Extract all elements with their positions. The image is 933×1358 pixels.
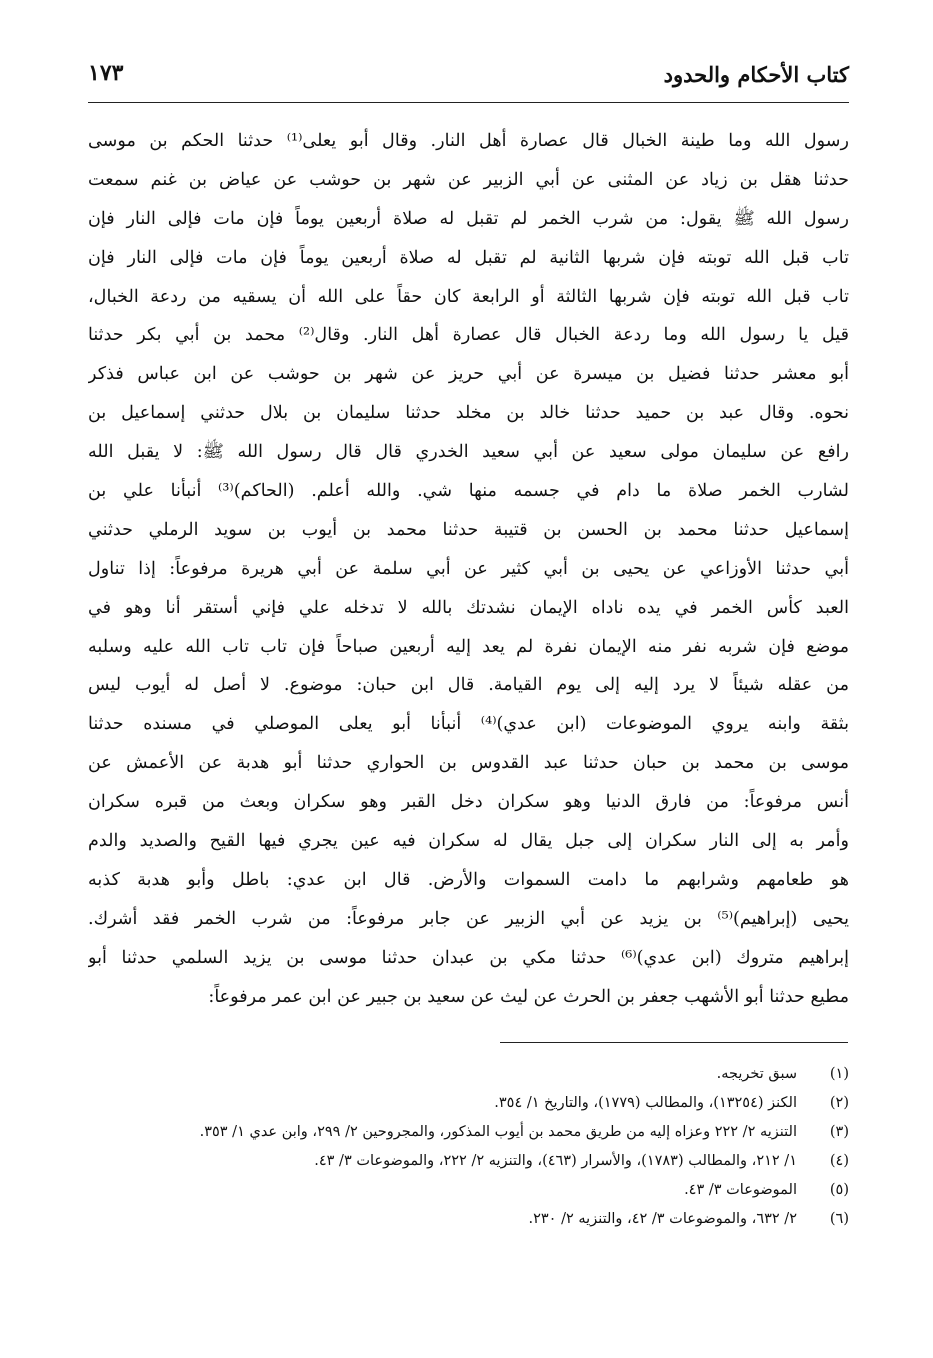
footnote-item <box>88 1089 849 1118</box>
footnote-number: (٥) <box>829 1182 849 1198</box>
page-header <box>88 56 849 96</box>
footnote-text: الكنز (١٣٢٥٤)، والمطالب (١٧٧٩)، والتاريخ ١/ ٣٥٤. <box>494 1095 797 1111</box>
footnote-number: (١) <box>829 1066 849 1082</box>
footnotes <box>88 1060 849 1234</box>
page-number: ١٧٣ <box>88 60 124 86</box>
text-line: رسول الله وما طينة الخبال قال عصارة أهل النار. وقال أبو يعلى⁽¹⁾ حدثنا الحكم بن موسى <box>88 131 849 151</box>
text-line: مطيع حدثنا أبو الأشهب جعفر بن الحرث عن ليث عن سعيد بن جبير عن ابن عمر مرفوعاً: <box>208 986 849 1007</box>
footnote-text: سبق تخريجه. <box>716 1066 797 1082</box>
footnote-item <box>88 1205 849 1234</box>
text-line: لشارب الخمر صلاة ما دام في جسمه منها شي. والله أعلم. (الحاكم)⁽³⁾ أنبأنا علي بن <box>88 481 849 502</box>
text-line: حدثنا هقل بن زياد عن المثنى عن أبي الزبير عن شهر بن حوشب عن عياض بن غنم سمعت <box>88 169 849 190</box>
footnote-item <box>88 1060 849 1089</box>
footnote-divider <box>500 1042 848 1043</box>
footnote-text: التنزيه ٢/ ٢٢٢ وعزاه إليه من طريق محمد بن أيوب المذكور، والمجروحين ٢/ ٢٩٩، وابن عدي ١/ ٣٥٣. <box>199 1124 797 1140</box>
main-text <box>88 122 849 1016</box>
text-line: بثقة وابنه يروي الموضوعات (ابن عدي)⁽⁴⁾ أنبأنا أبو يعلى الموصلي في مسنده حدثنا <box>88 714 849 735</box>
footnote-item <box>88 1147 849 1176</box>
footnote-number: (٣) <box>829 1124 849 1140</box>
text-line: من عقله شيئاً لا يرد إليه إلى يوم القيامة. قال ابن حبان: موضوع. لا أصل له أيوب ليس <box>88 675 849 696</box>
chapter-title: كتاب الأحكام والحدود <box>663 62 849 87</box>
footnote-number: (٦) <box>829 1211 849 1227</box>
text-line: موضع فإن شربه نفر منه الإيمان نفرة لم يعد إليه أربعين صباحاً فإن تاب تاب الله عليه وسلبه <box>88 636 849 657</box>
text-line: إسماعيل حدثنا محمد بن الحسن بن قتيبة حدثنا محمد بن أيوب بن سويد الرملي حدثني <box>88 519 849 540</box>
footnote-text: ٢/ ٦٣٢، والموضوعات ٣/ ٤٢، والتنزيه ٢/ ٢٣٠. <box>528 1211 797 1227</box>
text-line: هو طعامهم وشرابهم ما دامت السموات والأرض. قال ابن عدي: باطل وأبو هدبة كذبه <box>88 869 849 890</box>
footnote-text: الموضوعات ٣/ ٤٣. <box>684 1182 797 1198</box>
footnote-item <box>88 1176 849 1205</box>
text-line: قيل يا رسول الله وما ردعة الخبال قال عصارة أهل النار. وقال⁽²⁾ محمد بن أبي بكر حدثنا <box>88 325 849 346</box>
text-line: رافع عن سليمان مولى سعيد عن أبي سعيد الخدري قال قال رسول الله ﷺ: لا يقبل الله <box>88 442 849 463</box>
text-line: أبي حدثنا الأوزاعي عن يحيى بن أبي كثير عن أبي سلمة عن أبي هريرة مرفوعاً: إذا تناول <box>88 558 849 579</box>
text-line: نحوه. وقال عبد بن حميد حدثنا خالد بن مخلد حدثنا سليمان بن بلال حدثني إسماعيل بن <box>88 403 849 424</box>
text-line: أبو معشر حدثنا فضيل بن ميسرة عن أبي حريز عن شهر بن حوشب عن ابن عباس فذكر <box>88 364 849 385</box>
text-line: العبد كأس الخمر في يده ناداه الإيمان نشدتك بالله لا تدخله علي فإني أستقر أنا وهو في <box>88 597 849 618</box>
header-divider <box>88 102 849 103</box>
text-line: موسى بن محمد بن حبان حدثنا عبد القدوس بن الحواري حدثنا أبو هدبة عن الأعمش عن <box>88 753 849 774</box>
text-line: وأمر به إلى النار سكران إلى جبل يقال له سكران فيه عين يجري فيها القيح والصديد والدم <box>88 831 849 852</box>
footnote-number: (٢) <box>829 1095 849 1111</box>
text-line: إبراهيم متروك (ابن عدي)⁽⁶⁾ حدثنا مكي بن عبدان حدثنا موسى بن يزيد السلمي حدثنا أبو <box>88 947 849 968</box>
footnote-text: ١/ ٢١٢، والمطالب (١٧٨٣)، والأسرار (٤٦٣)، والتنزيه ٢/ ٢٢٢، والموضوعات ٣/ ٤٣. <box>314 1153 797 1169</box>
text-line: رسول الله ﷺ يقول: من شرب الخمر لم تقبل له صلاة أربعين يوماً فإن مات فإلى النار فإن <box>88 208 849 229</box>
text-line: تاب قبل الله توبته فإن شربها الثالثة أو الرابعة كان حقاً على الله أن يسقيه من ردعة الخبال، <box>88 286 849 307</box>
footnote-item <box>88 1118 849 1147</box>
text-line: أنس مرفوعاً: من فارق الدنيا وهو سكران دخل القبر وهو سكران وبعث من قبره سكران <box>88 792 849 813</box>
text-line: تاب قبل الله توبته فإن شربها الثانية لم تقبل له صلاة أربعين يوماً فإن مات فإلى النار فإن <box>88 247 849 268</box>
footnote-number: (٤) <box>829 1153 849 1169</box>
text-line: يحيى (إبراهيم)⁽⁵⁾ بن يزيد عن أبي الزبير عن جابر مرفوعاً: من شرب الخمر فقد أشرك. <box>88 908 849 929</box>
